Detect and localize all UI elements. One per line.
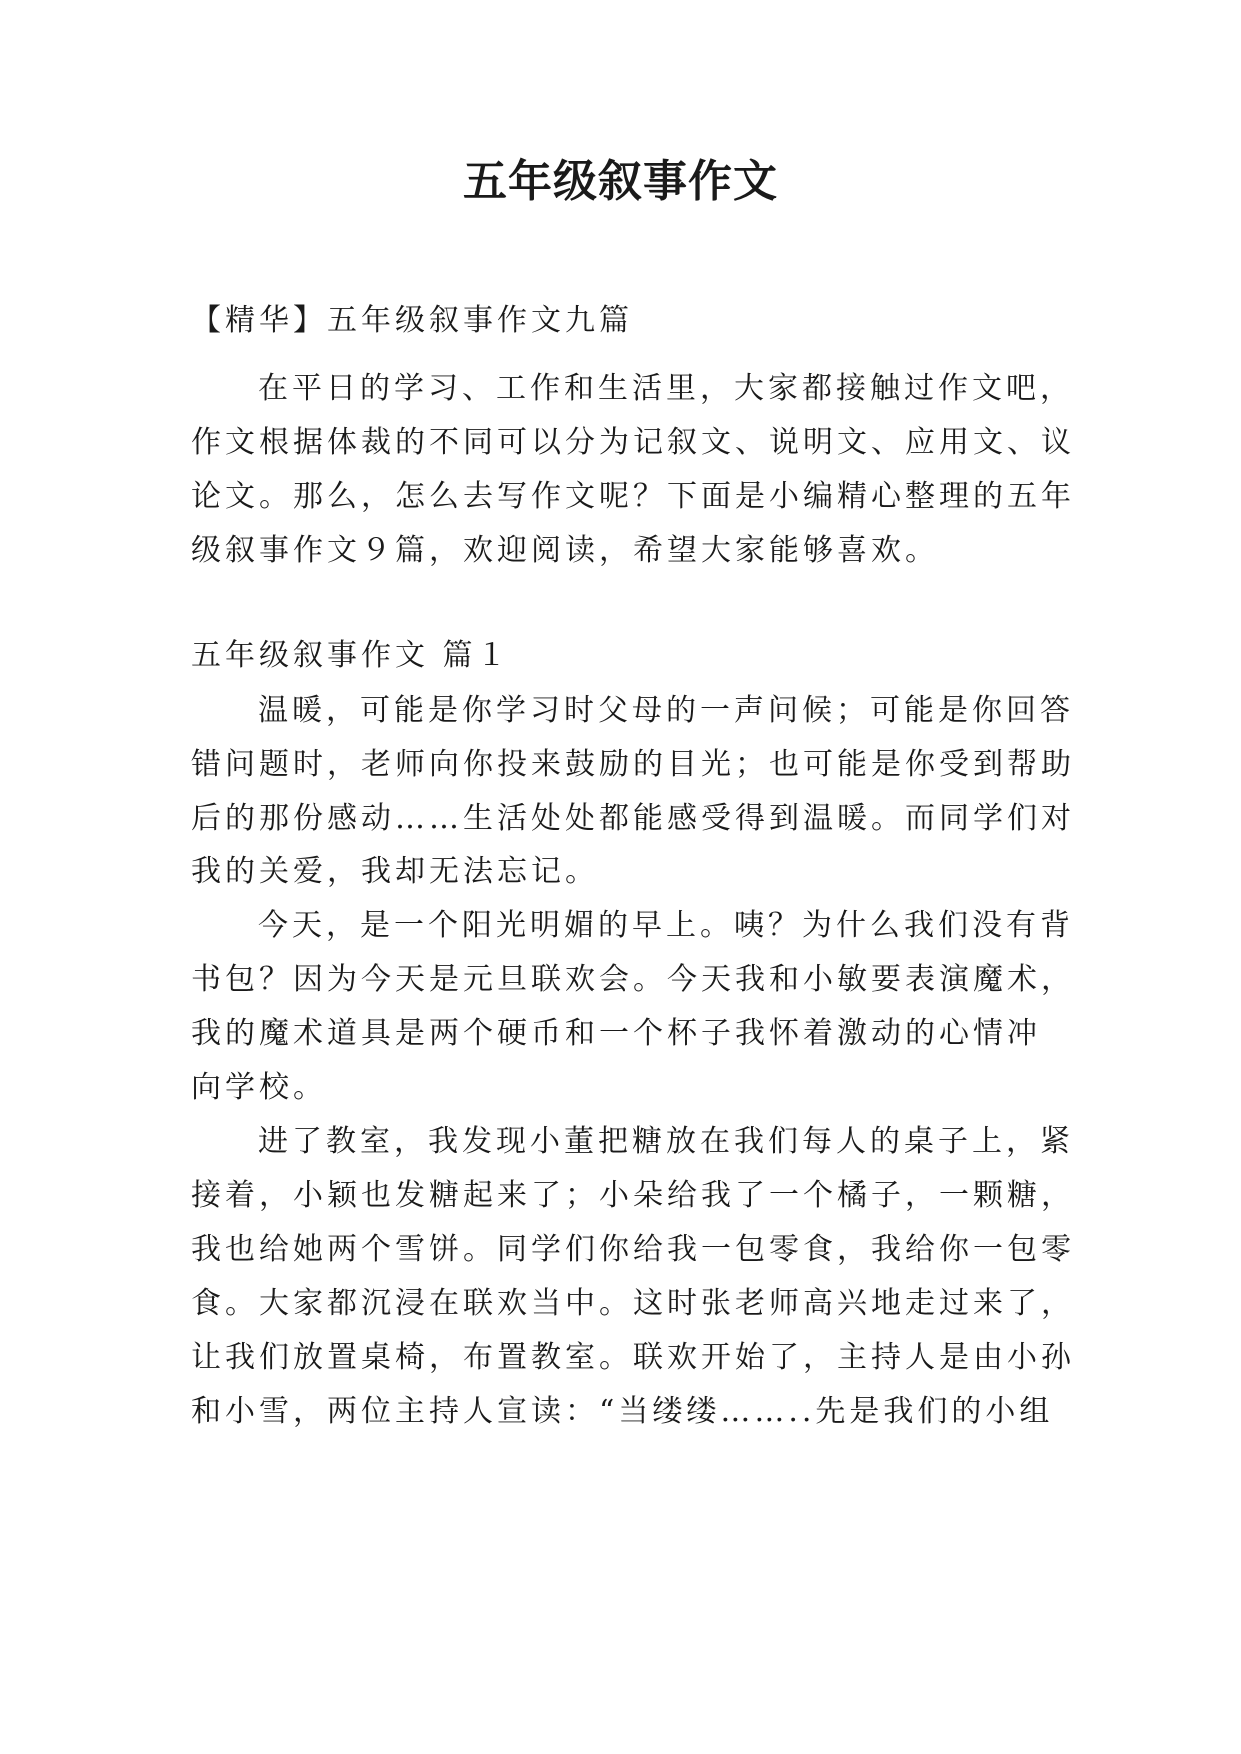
paragraph-line: 让我们放置桌椅，布置教室。联欢开始了，主持人是由小孙 [191,1340,1075,1375]
paragraph-line: 今天，是一个阳光明媚的早上。咦？为什么我们没有背 [258,908,1074,943]
paragraph-line: 我的魔术道具是两个硬币和一个杯子我怀着激动的心情冲 [191,1016,1041,1051]
intro-line: 级叙事作文９篇，欢迎阅读，希望大家能够喜欢。 [191,533,939,568]
paragraph-line: 我的关爱，我却无法忘记。 [191,854,599,889]
paragraph-line: 接着，小颖也发糖起来了；小朵给我了一个橘子，一颗糖， [191,1178,1075,1213]
intro-line: 作文根据体裁的不同可以分为记叙文、说明文、应用文、议 [191,425,1075,460]
intro-line: 在平日的学习、工作和生活里，大家都接触过作文吧， [258,371,1074,406]
paragraph-line: 温暖，可能是你学习时父母的一声问候；可能是你回答 [258,693,1074,728]
paragraph-line: 向学校。 [191,1070,327,1105]
paragraph-line: 和小雪，两位主持人宣读：“当缕缕……..先是我们的小组 [191,1394,1054,1429]
paragraph-line: 进了教室，我发现小董把糖放在我们每人的桌子上，紧 [258,1124,1074,1159]
paragraph-line: 后的那份感动……生活处处都能感受得到温暖。而同学们对 [191,801,1075,836]
paragraph-line: 书包？因为今天是元旦联欢会。今天我和小敏要表演魔术， [191,962,1075,997]
section-heading: 五年级叙事作文 篇１ [191,638,511,673]
paragraph-line: 我也给她两个雪饼。同学们你给我一包零食，我给你一包零 [191,1232,1075,1267]
intro-line: 论文。那么，怎么去写作文呢？下面是小编精心整理的五年 [191,479,1075,514]
document-subtitle: 【精华】五年级叙事作文九篇 [191,303,633,338]
document-title: 五年级叙事作文 [463,156,778,207]
paragraph-line: 错问题时，老师向你投来鼓励的目光；也可能是你受到帮助 [191,747,1075,782]
paragraph-line: 食。大家都沉浸在联欢当中。这时张老师高兴地走过来了， [191,1286,1075,1321]
